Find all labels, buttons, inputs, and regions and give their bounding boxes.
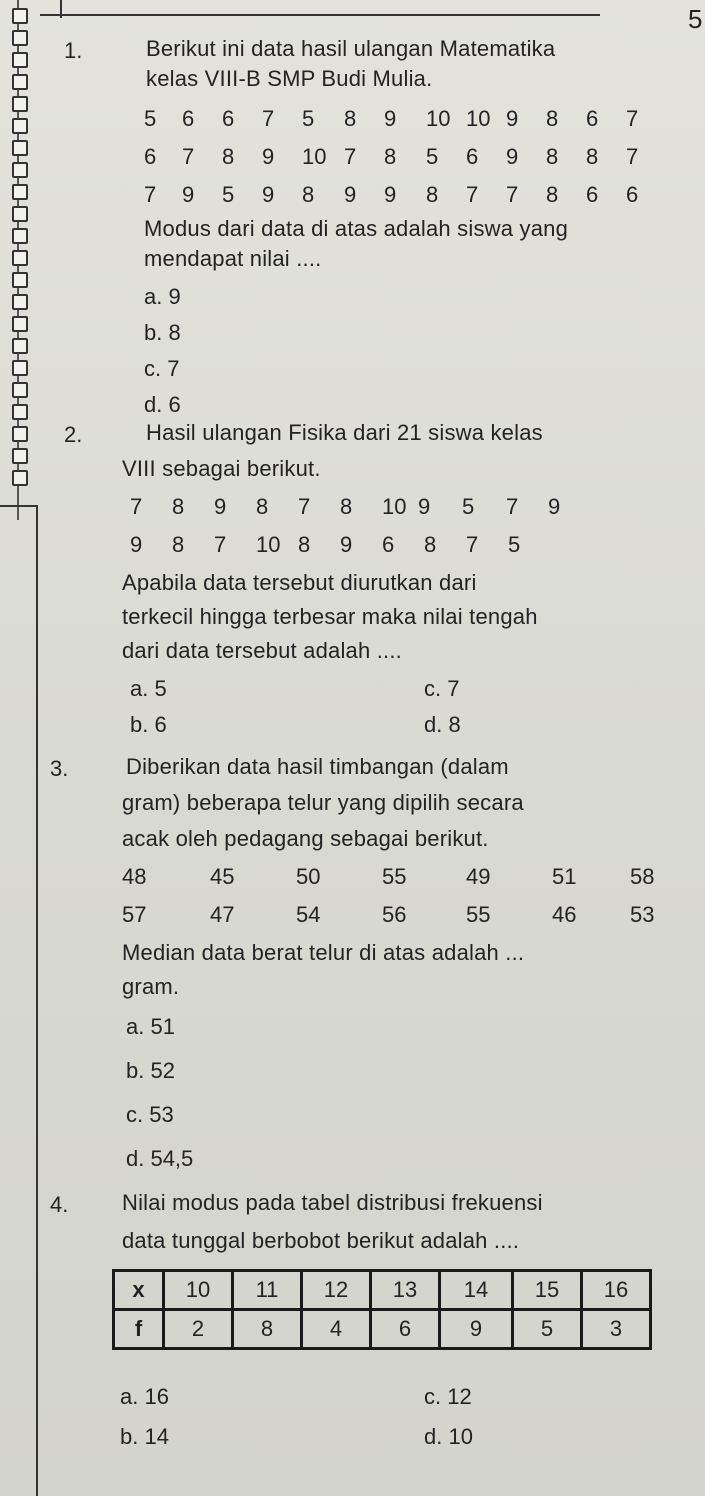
data-value: 8 (384, 144, 397, 169)
option-c[interactable]: c. 53 (126, 1102, 174, 1127)
question-text: Modus dari data di atas adalah siswa yang (144, 216, 569, 241)
data-value: 7 (626, 106, 639, 131)
data-value: 5 (222, 182, 235, 207)
question-number: 1. (64, 38, 83, 63)
question-number: 4. (50, 1192, 69, 1217)
data-value: 56 (382, 902, 407, 927)
data-value: 47 (210, 902, 235, 927)
data-value: 10 (302, 144, 327, 169)
table-cell: 13 (371, 1271, 440, 1310)
data-value: 8 (172, 532, 185, 557)
data-value: 45 (210, 864, 235, 889)
option-a[interactable]: a. 9 (144, 284, 181, 309)
question-text: Median data berat telur di atas adalah ... (122, 940, 525, 965)
table-cell: 8 (233, 1310, 302, 1349)
data-value: 10 (426, 106, 451, 131)
option-d[interactable]: d. 6 (144, 392, 181, 417)
option-c[interactable]: c. 7 (144, 356, 180, 381)
frequency-table (112, 1269, 652, 1350)
data-value: 55 (466, 902, 491, 927)
data-value: 6 (586, 106, 599, 131)
option-b[interactable]: b. 8 (144, 320, 181, 345)
data-value: 46 (552, 902, 577, 927)
option-d[interactable]: d. 8 (424, 712, 461, 737)
table-cell: 14 (440, 1271, 513, 1310)
data-value: 5 (426, 144, 439, 169)
question-text: terkecil hingga terbesar maka nilai tengah (122, 604, 538, 629)
data-value: 6 (144, 144, 157, 169)
question-number: 3. (50, 756, 69, 781)
data-value: 54 (296, 902, 321, 927)
data-value: 51 (552, 864, 577, 889)
left-frame-top (0, 505, 38, 507)
spiral-binding (0, 0, 36, 520)
question-text: data tunggal berbobot berikut adalah .... (122, 1228, 520, 1253)
data-value: 6 (626, 182, 639, 207)
data-value: 7 (626, 144, 639, 169)
data-value: 8 (424, 532, 437, 557)
data-value: 10 (466, 106, 491, 131)
option-c[interactable]: c. 12 (424, 1384, 472, 1409)
data-value: 9 (262, 144, 275, 169)
data-value: 9 (384, 182, 397, 207)
option-b[interactable]: b. 14 (120, 1424, 169, 1449)
data-value: 8 (222, 144, 235, 169)
question-text: dari data tersebut adalah .... (122, 638, 402, 663)
data-value: 9 (182, 182, 195, 207)
table-header-x: x (114, 1271, 164, 1310)
option-d[interactable]: d. 54,5 (126, 1146, 194, 1171)
option-c[interactable]: c. 7 (424, 676, 460, 701)
data-value: 8 (546, 182, 559, 207)
data-value: 10 (256, 532, 281, 557)
table-header-f: f (114, 1310, 164, 1349)
data-value: 8 (340, 494, 353, 519)
question-text: acak oleh pedagang sebagai berikut. (122, 826, 489, 851)
data-value: 7 (130, 494, 143, 519)
data-value: 9 (506, 144, 519, 169)
data-value: 8 (298, 532, 311, 557)
question-number: 2. (64, 422, 83, 447)
data-value: 8 (546, 106, 559, 131)
data-value: 53 (630, 902, 655, 927)
data-value: 8 (256, 494, 269, 519)
table-cell: 16 (582, 1271, 651, 1310)
table-cell: 15 (513, 1271, 582, 1310)
question-text: Apabila data tersebut diurutkan dari (122, 570, 477, 595)
page-number: 5 (688, 4, 703, 34)
top-rule (40, 14, 600, 16)
data-value: 8 (302, 182, 315, 207)
data-value: 8 (546, 144, 559, 169)
data-value: 7 (182, 144, 195, 169)
data-value: 8 (426, 182, 439, 207)
data-value: 9 (548, 494, 561, 519)
question-text: VIII sebagai berikut. (122, 456, 321, 481)
data-value: 9 (340, 532, 353, 557)
data-value: 48 (122, 864, 147, 889)
data-value: 8 (344, 106, 357, 131)
data-value: 7 (214, 532, 227, 557)
table-cell: 12 (302, 1271, 371, 1310)
data-value: 9 (130, 532, 143, 557)
question-text: Berikut ini data hasil ulangan Matematika (146, 36, 556, 61)
question-text: kelas VIII-B SMP Budi Mulia. (146, 66, 433, 91)
table-cell: 10 (164, 1271, 233, 1310)
data-value: 7 (344, 144, 357, 169)
data-value: 58 (630, 864, 655, 889)
option-a[interactable]: a. 5 (130, 676, 167, 701)
question-text: gram) beberapa telur yang dipilih secara (122, 790, 524, 815)
data-value: 8 (586, 144, 599, 169)
table-cell: 5 (513, 1310, 582, 1349)
table-cell: 6 (371, 1310, 440, 1349)
table-cell: 9 (440, 1310, 513, 1349)
data-value: 5 (144, 106, 157, 131)
data-value: 7 (298, 494, 311, 519)
data-value: 8 (172, 494, 185, 519)
data-value: 7 (262, 106, 275, 131)
left-frame-line (36, 505, 38, 1496)
question-text: Diberikan data hasil timbangan (dalam (126, 754, 509, 779)
table-cell: 3 (582, 1310, 651, 1349)
data-value: 55 (382, 864, 407, 889)
top-tick (60, 0, 62, 18)
data-value: 9 (418, 494, 431, 519)
question-text: Nilai modus pada tabel distribusi frekuensi (122, 1190, 543, 1215)
data-value: 6 (382, 532, 395, 557)
data-value: 9 (262, 182, 275, 207)
option-b[interactable]: b. 52 (126, 1058, 175, 1083)
data-value: 6 (586, 182, 599, 207)
table-row (114, 1271, 651, 1310)
data-value: 5 (462, 494, 475, 519)
table-cell: 2 (164, 1310, 233, 1349)
data-value: 5 (302, 106, 315, 131)
data-value: 7 (144, 182, 157, 207)
data-value: 49 (466, 864, 491, 889)
table-row (114, 1310, 651, 1349)
data-value: 7 (506, 182, 519, 207)
data-value: 9 (344, 182, 357, 207)
data-value: 7 (466, 532, 479, 557)
option-a[interactable]: a. 51 (126, 1014, 175, 1039)
data-value: 9 (384, 106, 397, 131)
data-value: 7 (466, 182, 479, 207)
data-value: 6 (222, 106, 235, 131)
option-a[interactable]: a. 16 (120, 1384, 169, 1409)
data-value: 57 (122, 902, 147, 927)
data-value: 50 (296, 864, 321, 889)
data-value: 10 (382, 494, 407, 519)
option-b[interactable]: b. 6 (130, 712, 167, 737)
question-text: gram. (122, 974, 180, 999)
data-value: 9 (214, 494, 227, 519)
question-text: Hasil ulangan Fisika dari 21 siswa kelas (146, 420, 543, 445)
table-cell: 4 (302, 1310, 371, 1349)
question-text: mendapat nilai .... (144, 246, 322, 271)
data-value: 6 (182, 106, 195, 131)
table-cell: 11 (233, 1271, 302, 1310)
data-value: 9 (506, 106, 519, 131)
data-value: 7 (506, 494, 519, 519)
option-d[interactable]: d. 10 (424, 1424, 473, 1449)
data-value: 6 (466, 144, 479, 169)
data-value: 5 (508, 532, 521, 557)
